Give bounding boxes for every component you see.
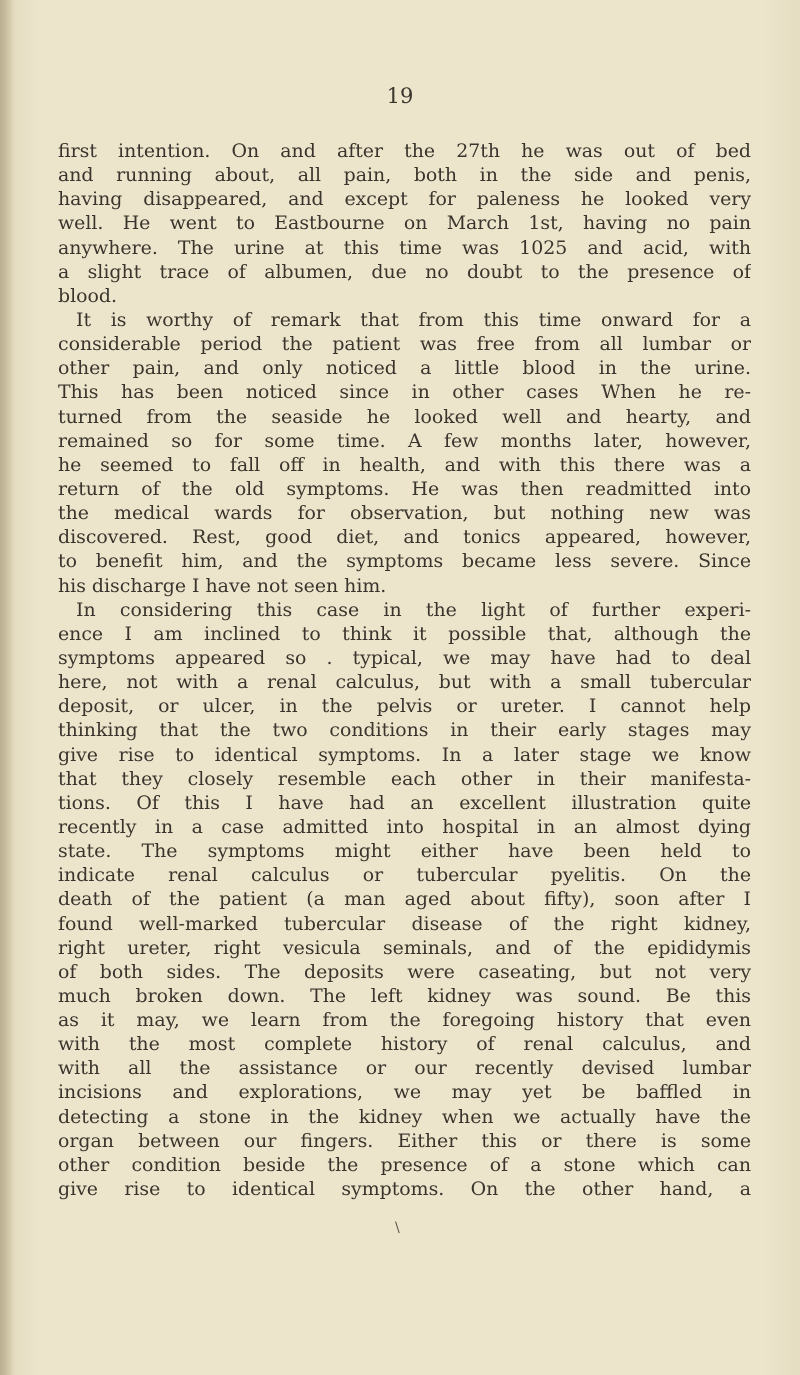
text-line: recently in a case admitted into hospital in an almost dying <box>58 815 751 838</box>
text-line: thinking that the two conditions in their early stages may <box>58 719 751 742</box>
text-line: first intention. On and after the 27th he was out of bed <box>58 140 751 162</box>
text-line: his discharge I have not seen him. <box>58 574 387 597</box>
text-line: death of the patient (a man aged about fifty), soon after I <box>58 888 751 911</box>
body-text <box>58 139 751 1201</box>
text-line: found well-marked tubercular disease of the right kidney, <box>58 912 751 935</box>
text-line: to benefit him, and the symptoms became less severe. Since <box>58 550 751 573</box>
text-line: and running about, all pain, both in the side and penis, <box>58 164 751 187</box>
text-line: a slight trace of albumen, due no doubt to the presence of <box>58 260 751 283</box>
text-line: tions. Of this I have had an excellent illustration quite <box>58 791 751 814</box>
text-line: This has been noticed since in other cases When he re- <box>58 381 751 404</box>
stray-mark: \ <box>395 1220 400 1236</box>
text-line: with all the assistance or our recently devised lumbar <box>58 1057 751 1080</box>
text-line: blood. <box>58 284 117 307</box>
paragraph-start-line: It is worthy of remark that from this time onward for a <box>76 308 751 331</box>
text-line: give rise to identical symptoms. In a later stage we know <box>58 743 751 766</box>
text-line: with the most complete history of renal calculus, and <box>58 1033 751 1056</box>
text-line: having disappeared, and except for paleness he looked very <box>58 188 751 211</box>
text-line: considerable period the patient was free from all lumbar or <box>58 333 751 356</box>
text-line: detecting a stone in the kidney when we actually have the <box>58 1105 751 1128</box>
text-line: other condition beside the presence of a stone which can <box>58 1153 751 1176</box>
text-line: much broken down. The left kidney was sound. Be this <box>58 984 751 1007</box>
text-line: incisions and explorations, we may yet be baffled in <box>58 1081 751 1104</box>
text-line: discovered. Rest, good diet, and tonics appeared, however, <box>58 526 751 549</box>
text-line: give rise to identical symptoms. On the other hand, a <box>58 1178 751 1201</box>
text-line: that they closely resemble each other in their manifesta- <box>58 767 751 790</box>
text-line: organ between our fingers. Either this or there is some <box>58 1129 751 1152</box>
text-line: he seemed to fall off in health, and with this there was a <box>58 453 751 476</box>
text-line: here, not with a renal calculus, but with a small tubercular <box>58 671 751 694</box>
text-line: remained so for some time. A few months later, however, <box>58 429 751 452</box>
text-line: well. He went to Eastbourne on March 1st, having no pain <box>58 212 751 235</box>
text-line: the medical wards for observation, but nothing new was <box>58 502 751 525</box>
text-line: other pain, and only noticed a little blood in the urine. <box>58 357 751 380</box>
text-line: symptoms appeared so . typical, we may have had to deal <box>58 646 751 669</box>
text-line: anywhere. The urine at this time was 1025 and acid, with <box>58 236 751 259</box>
binding-shadow <box>0 0 14 1375</box>
text-line: deposit, or ulcer, in the pelvis or ureter. I cannot help <box>58 695 751 718</box>
text-line: turned from the seaside he looked well and hearty, and <box>58 405 751 428</box>
text-line: state. The symptoms might either have been held to <box>58 840 751 863</box>
text-line: indicate renal calculus or tubercular pyelitis. On the <box>58 864 751 887</box>
paragraph-start-line: In considering this case in the light of further experi- <box>76 598 751 621</box>
text-line: as it may, we learn from the foregoing history that even <box>58 1009 751 1032</box>
text-line: right ureter, right vesicula seminals, and of the epididymis <box>58 936 751 959</box>
text-line: ence I am inclined to think it possible that, although the <box>58 622 751 645</box>
text-line: return of the old symptoms. He was then readmitted into <box>58 477 751 500</box>
text-line: of both sides. The deposits were caseating, but not very <box>58 960 751 983</box>
page-number: 19 <box>386 84 414 108</box>
